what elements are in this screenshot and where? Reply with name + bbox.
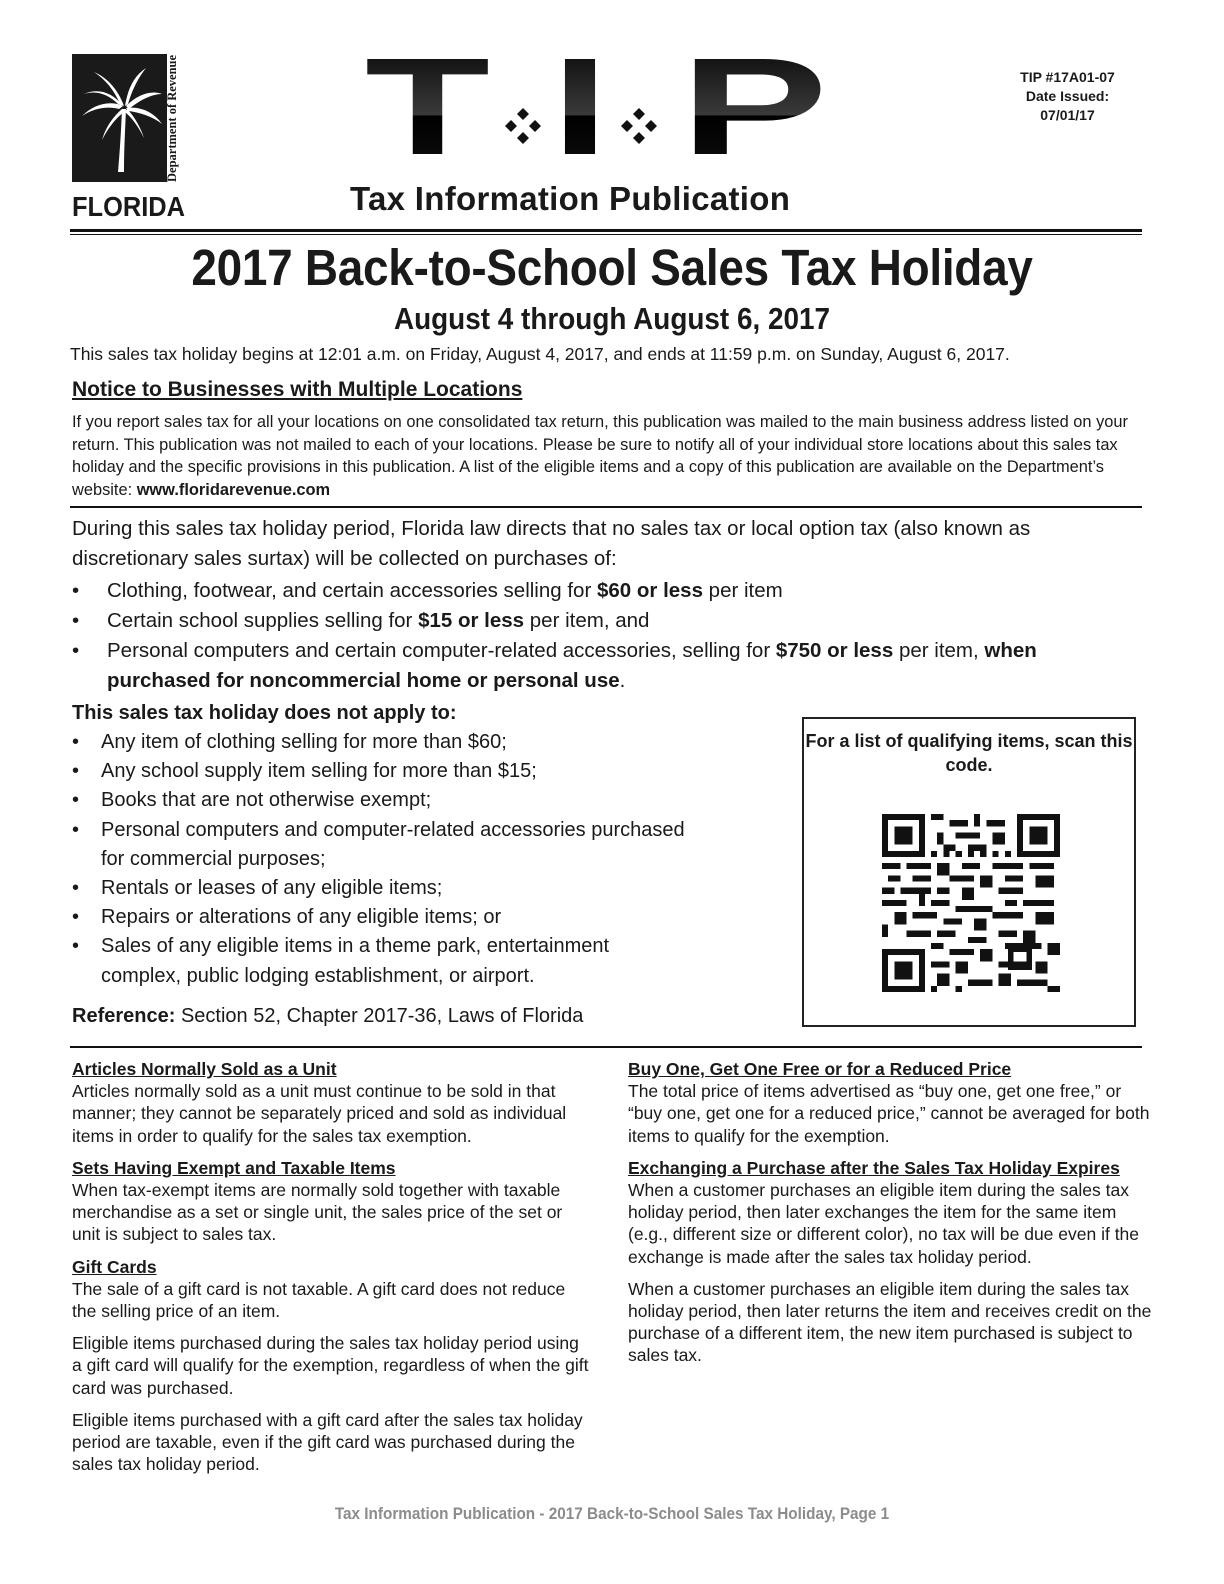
florida-dor-logo	[72, 54, 187, 219]
section-paragraph: When tax-exempt items are normally sold together with taxable merchandise as a set or single unit, the sales price of the set or unit is subject to sales tax.	[72, 1180, 563, 1245]
section-paragraph: Eligible items purchased during the sales tax holiday period using a gift card will qualify for the exemption, regardless of when the gift card was purchased.	[72, 1333, 589, 1398]
list-item: • Repairs or alterations of any eligible items; or	[72, 903, 692, 932]
not-apply-heading: This sales tax holiday does not apply to:	[72, 702, 457, 724]
date-issued-label: Date Issued:	[1025, 88, 1110, 104]
section-heading: Gift Cards	[72, 1256, 157, 1277]
page-subtitle: August 4 through August 6, 2017	[393, 301, 831, 336]
publication-title: Tax Information Publication	[350, 180, 791, 217]
not-apply-list	[72, 728, 692, 991]
section-paragraph: When a customer purchases an eligible item during the sales tax holiday period, then later returns the item and receives credit on the purchase of a different item, the new item purchased is subject to sales tax.	[628, 1278, 1152, 1366]
section-heading: Exchanging a Purchase after the Sales Tax Holiday Expires	[628, 1157, 1120, 1178]
qr-code-box	[802, 717, 1136, 1027]
notice-divider	[70, 506, 1142, 508]
section-paragraph: Eligible items purchased with a gift card after the sales tax holiday period are taxable, even if the gift card was purchased during the sales tax holiday period.	[72, 1409, 583, 1475]
section-gift-cards	[72, 1256, 592, 1476]
list-item: • Sales of any eligible items in a theme park, entertainment complex, public lodging establishment, or airport.	[72, 932, 692, 990]
qr-code-icon[interactable]	[882, 814, 1060, 992]
notice-heading: Notice to Businesses with Multiple Locations	[72, 378, 523, 401]
diamond-ornament-icon	[621, 108, 657, 144]
list-item: • Rentals or leases of any eligible items;	[72, 874, 692, 903]
list-item: • Clothing, footwear, and certain accessories selling for $60 or less per item	[72, 576, 1142, 606]
tip-letter-t: T	[365, 52, 490, 164]
reference-label: Reference:	[72, 1005, 176, 1027]
list-item: • Certain school supplies selling for $15 or less per item, and	[72, 606, 1142, 636]
tip-meta-block	[990, 68, 1145, 125]
section-paragraph: The sale of a gift card is not taxable. A gift card does not reduce the selling price of an item.	[72, 1278, 566, 1322]
right-column	[628, 1058, 1158, 1377]
section-divider	[70, 1046, 1142, 1048]
section-sets	[72, 1157, 592, 1246]
section-exchanging	[628, 1157, 1158, 1367]
logo-state-text: FLORIDA	[72, 191, 185, 219]
during-text: During this sales tax holiday period, Florida law directs that no sales tax or local option tax (also known as discretionary sales surtax) will be collected on purchases of:	[72, 517, 1031, 570]
section-heading: Buy One, Get One Free or for a Reduced Price	[628, 1059, 1012, 1079]
tip-number: TIP #17A01-07	[1020, 69, 1115, 85]
website-link[interactable]: www.floridarevenue.com	[136, 480, 331, 499]
list-item: • Personal computers and computer-related accessories purchased for commercial purposes;	[72, 816, 692, 874]
exempt-items-list	[72, 576, 1142, 696]
notice-text: If you report sales tax for all your locations on one consolidated tax return, this publication was mailed to the main business address listed on your return. This publication was not mailed to each of your locations. Please be sure to notify all of your individual store locations about this sales tax holiday and the specific provisions in this publication. A list of the eligible items and a copy of this publication are available on the Department’s website:	[72, 413, 1128, 499]
section-bogo	[628, 1058, 1158, 1147]
section-paragraph: Articles normally sold as a unit must continue to be sold in that manner; they cannot be separately priced and sold as individual items in order to qualify for the sales tax exemption.	[72, 1081, 567, 1146]
section-paragraph: When a customer purchases an eligible item during the sales tax holiday period, then later exchanges the item for the same item (e.g., different size or different color), no tax will be due even if the exchange is made after the sales tax holiday period.	[628, 1180, 1140, 1267]
section-paragraph: The total price of items advertised as “buy one, get one free,” or “buy one, get one for a reduced price,” cannot be averaged for both items to qualify for the exemption.	[628, 1081, 1150, 1146]
tip-letter-i: I	[551, 52, 609, 164]
tip-letter-p: P	[680, 52, 828, 164]
reference-text: Section 52, Chapter 2017-36, Laws of Florida	[175, 1005, 584, 1027]
page-title: 2017 Back-to-School Sales Tax Holiday	[191, 239, 1033, 296]
list-item: • Personal computers and certain computer-related accessories, selling for $750 or less per item, when purchased for noncommercial home or personal use.	[72, 636, 1142, 696]
section-heading: Articles Normally Sold as a Unit	[72, 1059, 337, 1079]
diamond-ornament-icon	[505, 108, 541, 144]
logo-department-text: Department of Revenue	[165, 54, 179, 182]
date-issued: 07/01/17	[1040, 107, 1095, 123]
intro-text: This sales tax holiday begins at 12:01 a.m. on Friday, August 4, 2017, and ends at 11:59 p.m. on Sunday, August 6, 2017.	[70, 344, 1010, 364]
qr-caption: For a list of qualifying items, scan this code.	[805, 731, 1133, 775]
reference-line	[72, 1005, 583, 1028]
list-item: • Any item of clothing selling for more than $60;	[72, 728, 692, 757]
page-footer: Tax Information Publication - 2017 Back-to-School Sales Tax Holiday, Page 1	[334, 1504, 890, 1523]
section-articles-unit	[72, 1058, 592, 1147]
section-heading: Sets Having Exempt and Taxable Items	[72, 1157, 396, 1178]
list-item: • Books that are not otherwise exempt;	[72, 786, 692, 815]
header-divider	[70, 229, 1142, 235]
left-column	[72, 1058, 592, 1485]
notice-body	[72, 411, 1147, 501]
tip-wordmark	[365, 52, 845, 164]
list-item: • Any school supply item selling for more than $15;	[72, 757, 692, 786]
